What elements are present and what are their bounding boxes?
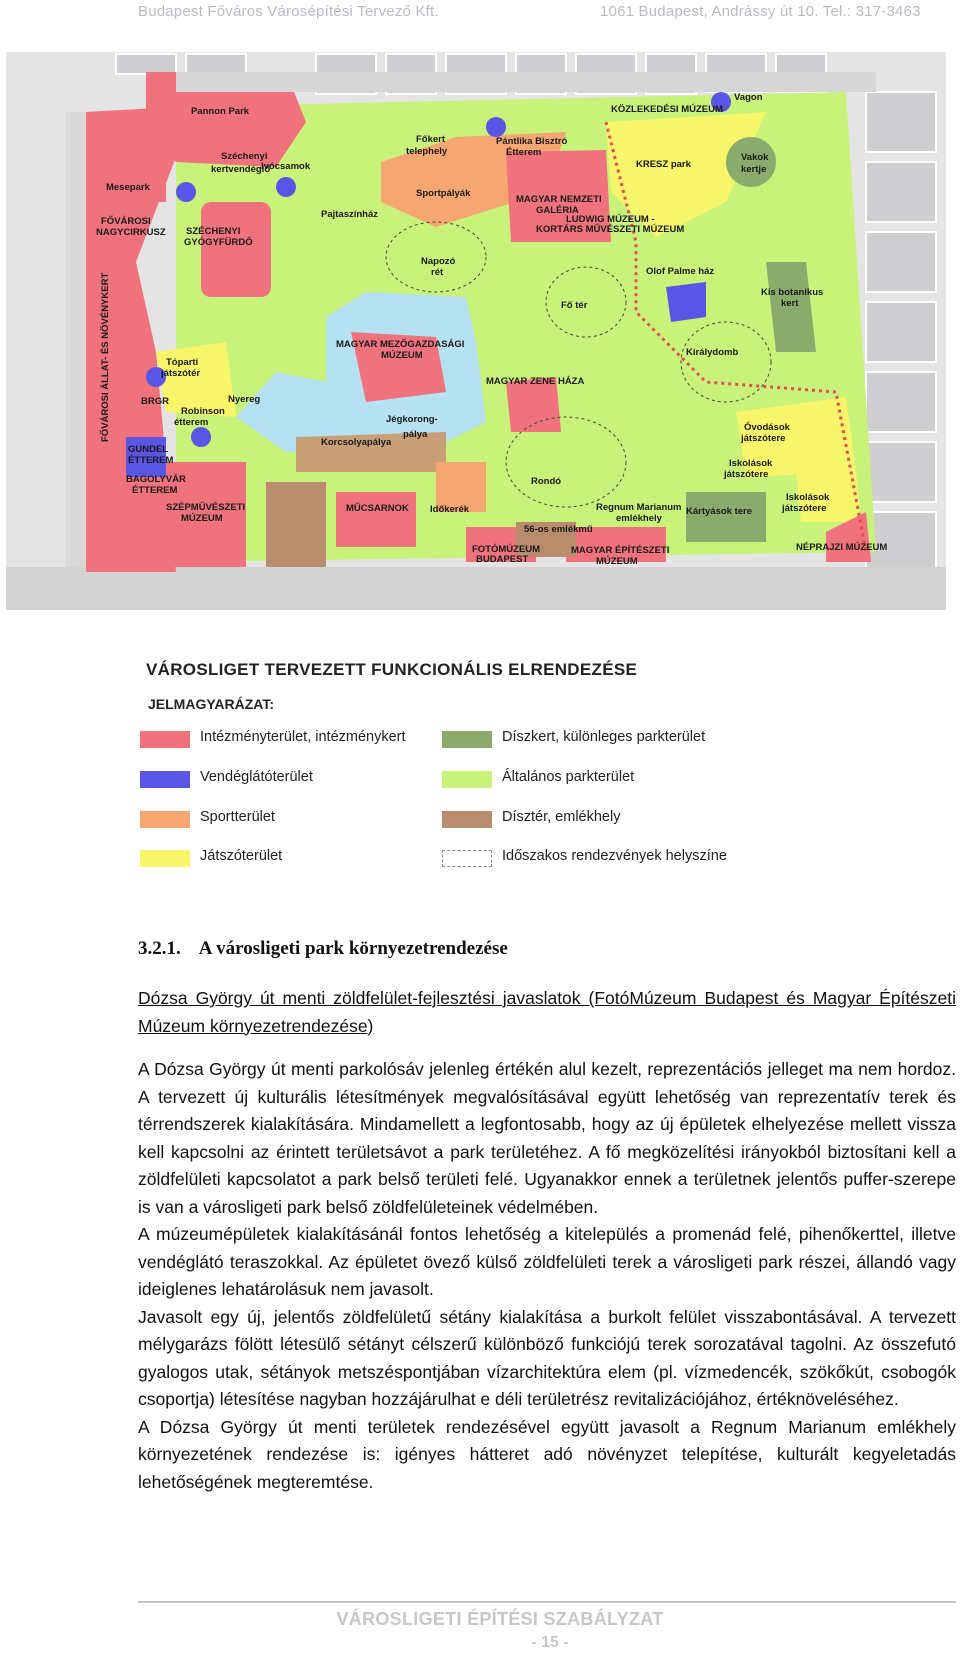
label-ovodas-1: Óvodások [744,422,790,433]
legend-label-institution: Intézményterület, intézménykert [200,729,406,745]
label-szechenyi-gy-1: SZÉCHENYI [186,226,241,237]
label-kiralydomb: Királydomb [686,347,739,358]
legend-subtitle: JELMAGYARÁZAT: [148,696,275,712]
legend-swatch-sport [140,811,190,828]
legend-swatch-event [442,850,492,867]
label-gundel-2: ÉTTEREM [128,455,174,466]
legend-swatch-memorial [442,811,492,828]
legend-label-playground: Játszóterület [200,848,283,864]
footer-title: VÁROSLIGETI ÉPÍTÉSI SZABÁLYZAT [336,1609,664,1629]
label-olof: Olof Palme ház [646,266,715,277]
label-szechenyi-kert-1: Széchenyi [221,151,268,162]
label-fovarosi-1: FŐVÁROSI [101,216,151,227]
label-vakok-2: kertje [741,164,767,175]
label-fovarosi-2: NAGYCIRKUSZ [96,227,166,238]
legend-label-sport: Sportterület [200,809,275,825]
label-telephely: telephely [406,146,448,157]
label-pajtaszinhaz: Pajtaszínház [321,209,379,220]
mesepark-area [91,147,166,202]
label-mezogazd-2: MÚZEUM [381,350,423,361]
legend-swatch-ornamental [442,731,492,748]
label-mng-2: GALÉRIA [536,205,579,216]
label-mng-1: MAGYAR NEMZETI [516,194,602,205]
label-nyereg: Nyereg [228,394,261,405]
section-title: A városligeti park környezetrendezése [198,938,508,959]
label-iskolas-3: Iskolások [786,492,830,503]
header-address: 1061 Budapest, Andrássy út 10. Tel.: 317-3463 [600,3,921,20]
label-kartyasok: Kártyások tere [686,506,753,517]
label-robinson-1: Robinson [181,406,225,417]
label-jegy-1: Jégkorong- [386,414,438,425]
label-iskolas-1: Iskolások [729,458,773,469]
label-korcs: Korcsolyapálya [321,437,392,448]
label-ovodas-2: játszótere [741,433,786,444]
paragraph-2: A múzeumépületek kialakításánál fontos lehetőség a kitelepülés a promenád felé, pihenőkerttel, illetve vendéglátó teraszokkal. Az épületet övező külső zöldfelületi terek a városligeti park részei, állandó vagy ideiglenes lehatárolásuk nem javasolt. [138,1224,956,1299]
label-allatkert: FŐVÁROSI ÁLLAT- ÉS NÖVÉNYKERT [100,272,111,442]
park-map [6,52,946,642]
label-brgr: BRGR [141,396,169,407]
label-ludwig-1: LUDWIG MÚZEUM - [566,214,655,225]
label-vakok-1: Vakok [741,152,769,163]
label-emlekmu: 56-os emlékmű [524,524,593,535]
label-pantlika-1: Pántlika Bisztró [496,136,568,147]
label-kis-bot-1: Kis botanikus [761,287,824,298]
footer-rule [138,1601,956,1603]
label-bagoly-1: BAGOLYVÁR [126,474,186,485]
label-iskolas-4: játszótere [782,503,827,514]
paragraph-3: Javasolt egy új, jelentős zöldfelületű sétány kialakítása a burkolt felület visszabontásával. A tervezett mélygarázs fölött létesülő sétányt célszerű különböző funkciójú terek sorozatával tagolni. Az összefutó gyalogos utak, sétányok metszéspontjában vízarchitektúra elem (pl. vízmedencék, szökőkút, csobogók csoportja) létesítése nagyban hozzájárulhat e déli területrész revitalizációjához, értéknöveléséhez. [138,1306,956,1409]
label-robinson-2: étterem [174,417,209,428]
legend-label-ornamental: Díszkert, különleges parkterület [502,729,706,745]
footer-page-number: - 15 - [531,1634,569,1651]
legend-swatch-playground [140,850,190,867]
label-gundel-1: GUNDEL [128,444,169,455]
label-sportpalyak: Sportpályák [416,188,471,199]
bottom-road [6,567,946,610]
label-kresz: KRESZ park [636,159,691,170]
label-szepm-1: SZÉPMŰVÉSZETI [166,502,246,513]
label-napozo-2: rét [431,267,444,278]
section-heading [138,938,508,960]
label-rondo: Rondó [531,476,562,487]
legend-label-general-park: Általános parkterület [502,769,635,785]
szechenyi-bath [201,202,271,297]
label-vagon: Vagon [734,92,763,103]
label-pannon-park: Pannon Park [191,106,250,117]
label-szechenyi-kert-2: kertvendéglő [211,164,271,175]
label-mucsarnok: MŰCSARNOK [346,503,409,514]
subheading: Dózsa György út menti zöldfelület-fejlesztési javaslatok (FotóMúzeum Budapest és Magyar Építészeti Múzeum környezetrendezése) [138,988,956,1036]
legend-label-event: Időszakos rendezvények helyszíne [502,848,727,864]
legend-label-memorial: Dísztér, emlékhely [502,809,621,825]
label-neprajzi: NÉPRAJZI MÚZEUM [796,542,888,553]
label-jegy-2: pálya [403,429,428,440]
label-fokert: Főkert [416,134,446,145]
label-ludwig-2: KORTÁRS MŰVÉSZETI MÚZEUM [536,224,685,235]
park-map-svg [6,52,946,610]
body-text [138,985,956,1496]
paragraph-1: A Dózsa György út menti parkolósáv jelenleg értékén alul kezelt, reprezentációs jelleget ma nem hordoz. A tervezett új kulturális létesítmények megvalósításával együtt lehetőség van reprezentatív terek és térrendszerek kialakítására. Mindamellett a legfontosabb, hogy az új épületek elhelyezése mellett vissza kell kapcsolni az érintett területsávot a park területéhez. A fő megközelítési irányokból biztosítani kell a zöldfelületi kapcsolatot a park belső területi felé. Ugyanakkor ennek a területnek jelentős puffer-szerepe is van a városligeti park belső zöldfelületeinek védelmében. [138,1059,956,1217]
legend-title: VÁROSLIGET TERVEZETT FUNKCIONÁLIS ELRENDEZÉSE [146,660,638,679]
legend-swatch-catering [140,771,190,788]
legend-swatch-general-park [442,771,492,788]
top-road [176,72,876,92]
heroes-square [266,482,326,567]
label-regnum-1: Regnum Marianum [596,502,682,513]
label-fotomuzeum-2: BUDAPEST [476,554,529,565]
label-fotomuzeum-1: FOTÓMÚZEUM [472,544,541,555]
mucsarnok-area [336,492,416,547]
paragraph-4: A Dózsa György út menti területek rendezésével együtt javasolt a Regnum Marianum emlékhely környezetének rendezése is: igényes hátteret adó növényzet telepítése, kulturált kegyeletadás lehetőségének megteremtése. [138,1416,956,1492]
label-mem-1: MAGYAR ÉPÍTÉSZETI [571,545,670,556]
kartyasok-area [686,492,766,542]
page-header [0,0,960,28]
section-number: 3.2.1. [138,938,181,959]
label-idokerek: Időkerék [430,504,470,515]
label-fo-ter: Fő tér [561,300,588,311]
label-iskolas-2: játszótere [724,469,769,480]
label-pantlika-2: Étterem [506,147,542,158]
label-ivocsamok: Ivócsamok [261,161,311,172]
label-regnum-2: emlékhely [616,513,662,524]
label-bagoly-2: ÉTTEREM [132,485,178,496]
header-company: Budapest Főváros Városépítési Tervező Kft. [138,3,439,20]
label-szepm-2: MÚZEUM [181,513,223,524]
label-kis-bot-2: kert [781,298,799,309]
label-mem-2: MÚZEUM [596,556,638,567]
label-mesepark: Mesepark [106,182,150,193]
label-toparti-2: játszótér [161,368,201,379]
label-szechenyi-gy-2: GYÓGYFÜRDŐ [184,237,253,248]
label-mezogazd-1: MAGYAR MEZŐGAZDASÁGI [336,339,465,350]
label-zene: MAGYAR ZENE HÁZA [486,376,585,387]
legend-label-catering: Vendéglátóterület [200,769,313,785]
label-toparti-1: Tóparti [166,357,199,368]
label-kozlekedesi: KÖZLEKEDÉSI MÚZEUM [611,104,723,115]
legend-swatch-institution [140,731,190,748]
label-napozo-1: Napozó [421,256,456,267]
